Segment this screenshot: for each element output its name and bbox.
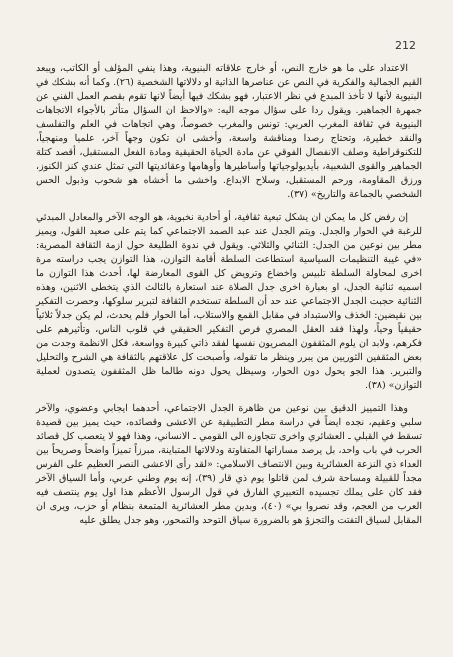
paragraph-3: وهذا التمييز الدقيق بين نوعين من ظاهرة الجدل الاجتماعي، أحدهما ايجابي وعضوي، والآخر سلبي وعقيم، نجده ايضاً في دراسة مطر التطبيقية عن الاعشى وقصائده، حيث يميز بين قصيدة تسقط في القبلي ـ العشائري واخرى تتجاوزه الى القومي ـ الانساني، وهذا فهو لا يتعصب كل قصائد الحرب في باب واحد، بل يرصد مساراتها المتفاوتة ودلالاتها المتباينة، مبرزاً تميزاً واضحاً وصريحاً بين العداء ذي النزعة العشائرية وبين الانتصاف الاسلامي: «لقد رأى الاعشى النصر العظيم على الفرس مجداً للقبيلة ومساحة شرف لمن قاتلوا يوم ذي قار (٣٩)، إنه يوم وطني عربي، وأما السياق الآخر فقد كان على يملك تجسيده التعبيري الفارق في قول الرسول الأعظم هذا اول يوم ينتصف فيه العرب من العجم، وقد نصروا بي» (٤٠)، وبدين مطر العشائرية المتمعة بنظام أو حزب، ويرى ان المقابل لسياق التفتت والتجزؤ هو بالضرورة سياق التوحد والتمحور، وهو جدل يطلق عليه [36, 403, 423, 526]
paragraph-1: الاعتداد على ما هو خارج النص، أو خارج علاقاته البنيوية، وهذا ينفي المؤلف أو الكاتب، ويبعد القيم الجمالية والفكرية في النص عن عناصرها الذاتية او دلالاتها الشخصية (٢٦). وكما أنه بشكك في البنيوية لأنها لا تأخذ المبدع في نظر الاعتبار، فهو بشكك فيها أيضاً لانها تقوم بقصم العمل الفني عن جمهرة الجماهير. ويقول ردا على سؤال موجه اليه: «والاحظ ان السؤال متأثر بالأجواء الاتجاهات البنيوية في ثقافة المغرب العربي: تونس والمغرب خصوصاً، وهي اتجاهات في العلم والتفلسف والنقد خطيرة، وتحتاج رصدا ومناقشة واسعة، وأخشى ان تكون وجهاً آخر، علميا ومنهجياً، للتكنوقراطية وصلف الانفصال الفوقي عن مادة الحياة الحقيقية ومادة الفعل المستقبل، أقصد كتلة الجماهير والقوى الشعبية، بأيديولوجياتها وأساطيرها وأوهامها وعقائديتها التي تمثل عندي كنز الكنوز، ورزق المقاومة، ورحم المستقبل، وسلاح الابداع. واخشى ما أخشاه هو شحوب وذبول الحس الشخصي بالجماعة والتاريخ» (٣٧). [36, 63, 422, 200]
page-number: 212 [395, 39, 416, 52]
paragraph-2: إن رفض كل ما يمكن ان يشكل تبعية ثقافية، أو أحادية نخبوية، هو الوجه الآخر والمعادل المبدئي للرغبة في الحوار والجدل. ويتم الجدل عند عبد الصمد الاجتماعي كما يتم على صعيد القول، ويميز مطر بين نوعين من الجدل: الثنائي والثلاثي. ويقول في ندوة الطليعة حول ازمة الثقافة المصرية: «في غيبة التنظيمات السياسية استطاعت السلطة أقامة التوازن، هذا التوازن يجب دراسته مرة اخرى لمحاولة السلطة تلبيس واخضاع وترويض كل القوى المعارضة لها، أحدث هذا التوازن ما اسميه ثنائية الجدل، او بعبارة اخرى جدل الصلاة عند استعارة بالثالث الذي يتخطى الاثنين، وهذه الثنائية حجبت الجدل الاجتماعي عند حد أن السلطة تستخدم الثقافة لتبرير سلوكها، وحصرت التفكير بين نقيضين: الخذف والاستبداد في مقابل القمع والاستلاب، أما الحوار فلم يحدث، لم يكن جدلاً ثلاثياً حقيقياً وحياً، ولهذا فقد العقل المصري فرص التفكير الحقيقي في قلوب الناس، وتأثيرهم على فكرهم، ولابد ان يلوم المثقفون المصريون نفسها لفقد ذاتي كبيرة وواسعة، فكل الانظمة وجدت من بعض المثقفين الثوريين من يبرر وينظر ما تقوله، وأصبحت كل علاقتهم بالثقافة هي الشرح والتحليل والتبرير. هذا الجو يحول دون الحوار، وسيظل يحول دونه طالما ظل المثقفون يتصدون لعملية التوازن» (٣٨). [36, 212, 422, 391]
body-text [36, 62, 422, 528]
